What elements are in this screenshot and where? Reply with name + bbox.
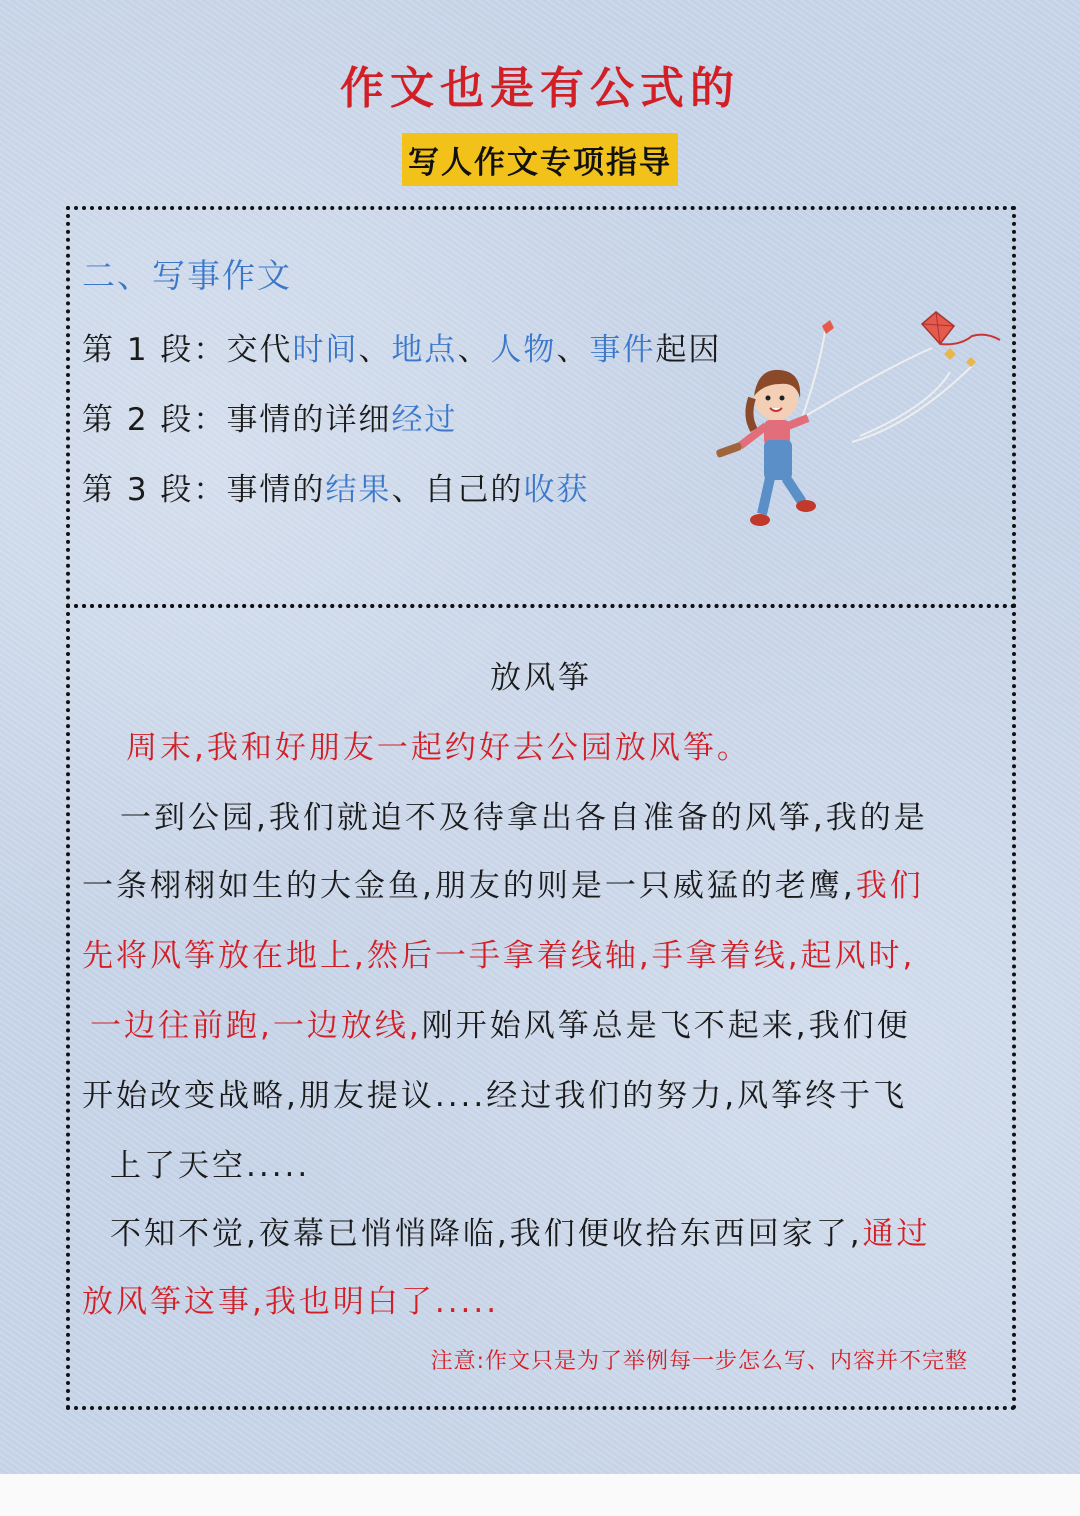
essay-text: 一条栩栩如生的大金鱼,朋友的则是一只威猛的老鹰, (82, 868, 856, 904)
essay-text-highlight: 周末,我和好朋友一起约好去公园放风筝。 (126, 730, 751, 766)
formula-part-keyword: 事件 (589, 332, 656, 368)
formula-box (66, 206, 1016, 608)
essay-text: 一到公园,我们就迫不及待拿出各自准备的风筝,我的是 (120, 800, 928, 836)
page-subtitle: 写人作文专项指导 (402, 133, 678, 186)
essay-note: 注意:作文只是为了举例每一步怎么写、内容并不完整 (430, 1349, 968, 1374)
essay-line-1 (126, 722, 751, 767)
formula-part-keyword: 人物 (490, 332, 557, 368)
girl-flying-kites-icon (710, 306, 1020, 546)
bottom-strip (0, 1474, 1080, 1516)
essay-line-3 (82, 860, 924, 905)
formula-line-1 (82, 324, 721, 369)
formula-part: 事情的 (226, 472, 326, 508)
formula-line-label: 第 2 段： (82, 402, 227, 438)
essay-text: 不知不觉,夜幕已悄悄降临,我们便收拾东西回家了, (110, 1216, 863, 1252)
essay-line-6 (82, 1070, 907, 1115)
formula-part: 起因 (655, 332, 722, 368)
essay-text-highlight: 一边往前跑,一边放线, (90, 1008, 422, 1044)
formula-part: 、 (556, 332, 590, 368)
essay-title: 放风筝 (490, 660, 592, 696)
essay-line-5 (90, 1000, 911, 1045)
formula-line-2 (82, 394, 457, 439)
formula-part: 事情的详细 (226, 402, 392, 438)
formula-part: 、自己的 (391, 472, 524, 508)
essay-line-2 (120, 792, 928, 837)
essay-line-7 (110, 1140, 310, 1185)
formula-part: 交代 (226, 332, 293, 368)
formula-line-3 (82, 464, 589, 509)
essay-text-highlight: 放风筝这事,我也明白了..... (82, 1284, 500, 1320)
subtitle-wrap (0, 133, 1080, 186)
formula-part: 、 (358, 332, 392, 368)
essay-text-highlight: 我们 (855, 868, 924, 904)
essay-text: 上了天空..... (110, 1148, 311, 1184)
essay-text: 刚开始风筝总是飞不起来,我们便 (421, 1008, 911, 1044)
essay-text-highlight: 先将风筝放在地上,然后一手拿着线轴,手拿着线,起风时, (82, 938, 916, 974)
essay-box (66, 604, 1016, 1410)
essay-line-4 (82, 930, 915, 975)
formula-line-label: 第 3 段： (82, 472, 227, 508)
section-heading: 二、写事作文 (82, 256, 292, 295)
formula-part-keyword: 收获 (523, 472, 590, 508)
essay-text: 开始改变战略,朋友提议....经过我们的努力,风筝终于飞 (82, 1078, 908, 1114)
formula-part-keyword: 结果 (325, 472, 392, 508)
page-title: 作文也是有公式的 (340, 63, 740, 114)
formula-part-keyword: 地点 (391, 332, 458, 368)
essay-line-8 (110, 1208, 931, 1253)
essay-line-9 (82, 1276, 499, 1321)
essay-text-highlight: 通过 (862, 1216, 931, 1252)
formula-part-keyword: 时间 (292, 332, 359, 368)
formula-part-keyword: 经过 (391, 402, 458, 438)
formula-part: 、 (457, 332, 491, 368)
formula-line-label: 第 1 段： (82, 332, 227, 368)
